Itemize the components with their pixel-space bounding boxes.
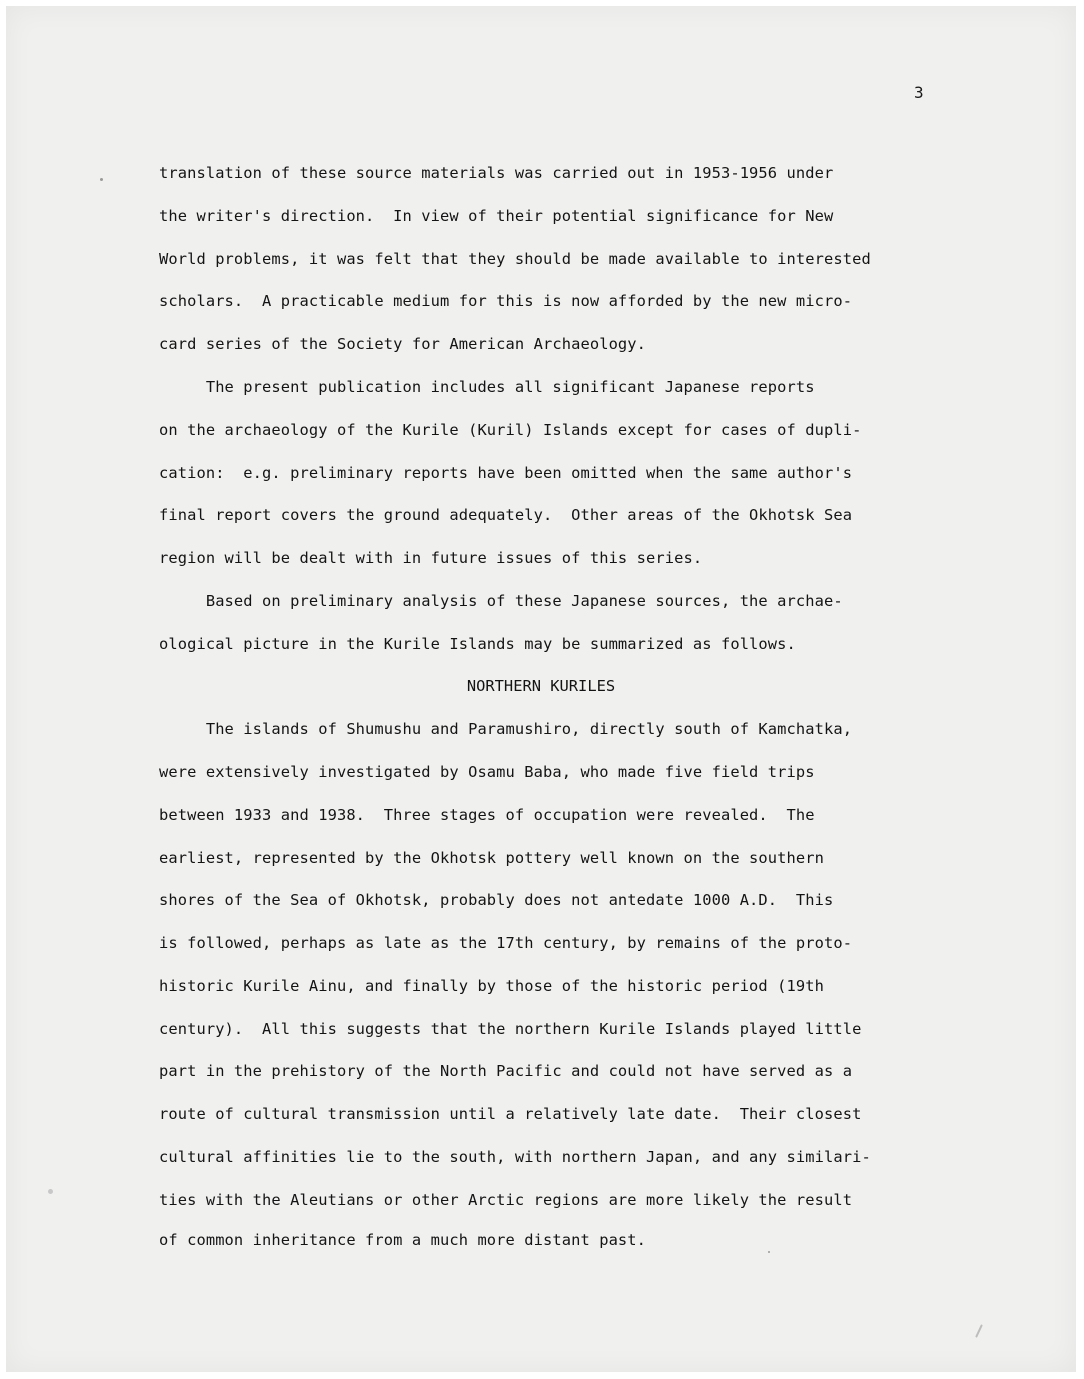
text-line: ological picture in the Kurile Islands may be summarized as follows. bbox=[159, 635, 796, 653]
scan-speck bbox=[100, 178, 103, 181]
text-line: part in the prehistory of the North Pacific and could not have served as a bbox=[159, 1062, 853, 1080]
section-heading: NORTHERN KURILES bbox=[466, 677, 616, 695]
page-number: 3 bbox=[914, 83, 924, 102]
text-line: is followed, perhaps as late as the 17th century, by remains of the proto- bbox=[159, 934, 853, 952]
text-line: The islands of Shumushu and Paramushiro, directly south of Kamchatka, bbox=[159, 720, 853, 738]
text-line: The present publication includes all significant Japanese reports bbox=[159, 378, 815, 396]
text-line: ties with the Aleutians or other Arctic regions are more likely the result bbox=[159, 1191, 853, 1209]
text-line: card series of the Society for American Archaeology. bbox=[159, 335, 647, 353]
text-line: Based on preliminary analysis of these Japanese sources, the archae- bbox=[159, 592, 843, 610]
text-line: on the archaeology of the Kurile (Kuril) Islands except for cases of dupli- bbox=[159, 421, 862, 439]
scan-speck bbox=[975, 1324, 983, 1338]
text-line: shores of the Sea of Okhotsk, probably does not antedate 1000 A.D. This bbox=[159, 891, 834, 909]
text-line: region will be dealt with in future issues of this series. bbox=[159, 549, 703, 567]
text-line: final report covers the ground adequately. Other areas of the Okhotsk Sea bbox=[159, 506, 853, 524]
scan-speck bbox=[48, 1189, 53, 1194]
text-line: the writer's direction. In view of their potential significance for New bbox=[159, 207, 834, 225]
document-page bbox=[6, 6, 1076, 1372]
text-line: between 1933 and 1938. Three stages of occupation were revealed. The bbox=[159, 806, 815, 824]
text-line: route of cultural transmission until a relatively late date. Their closest bbox=[159, 1105, 862, 1123]
text-line: translation of these source materials was carried out in 1953-1956 under bbox=[159, 164, 834, 182]
text-line: cultural affinities lie to the south, with northern Japan, and any similari- bbox=[159, 1148, 871, 1166]
text-line: World problems, it was felt that they should be made available to interested bbox=[159, 250, 871, 268]
text-line: scholars. A practicable medium for this is now afforded by the new micro- bbox=[159, 292, 853, 310]
text-line: historic Kurile Ainu, and finally by those of the historic period (19th bbox=[159, 977, 824, 995]
text-line: cation: e.g. preliminary reports have been omitted when the same author's bbox=[159, 464, 853, 482]
text-line: were extensively investigated by Osamu Baba, who made five field trips bbox=[159, 763, 815, 781]
text-line: earliest, represented by the Okhotsk pottery well known on the southern bbox=[159, 849, 824, 867]
text-line: century). All this suggests that the northern Kurile Islands played little bbox=[159, 1020, 862, 1038]
scan-speck bbox=[768, 1251, 770, 1253]
text-line: of common inheritance from a much more distant past. bbox=[159, 1231, 647, 1249]
